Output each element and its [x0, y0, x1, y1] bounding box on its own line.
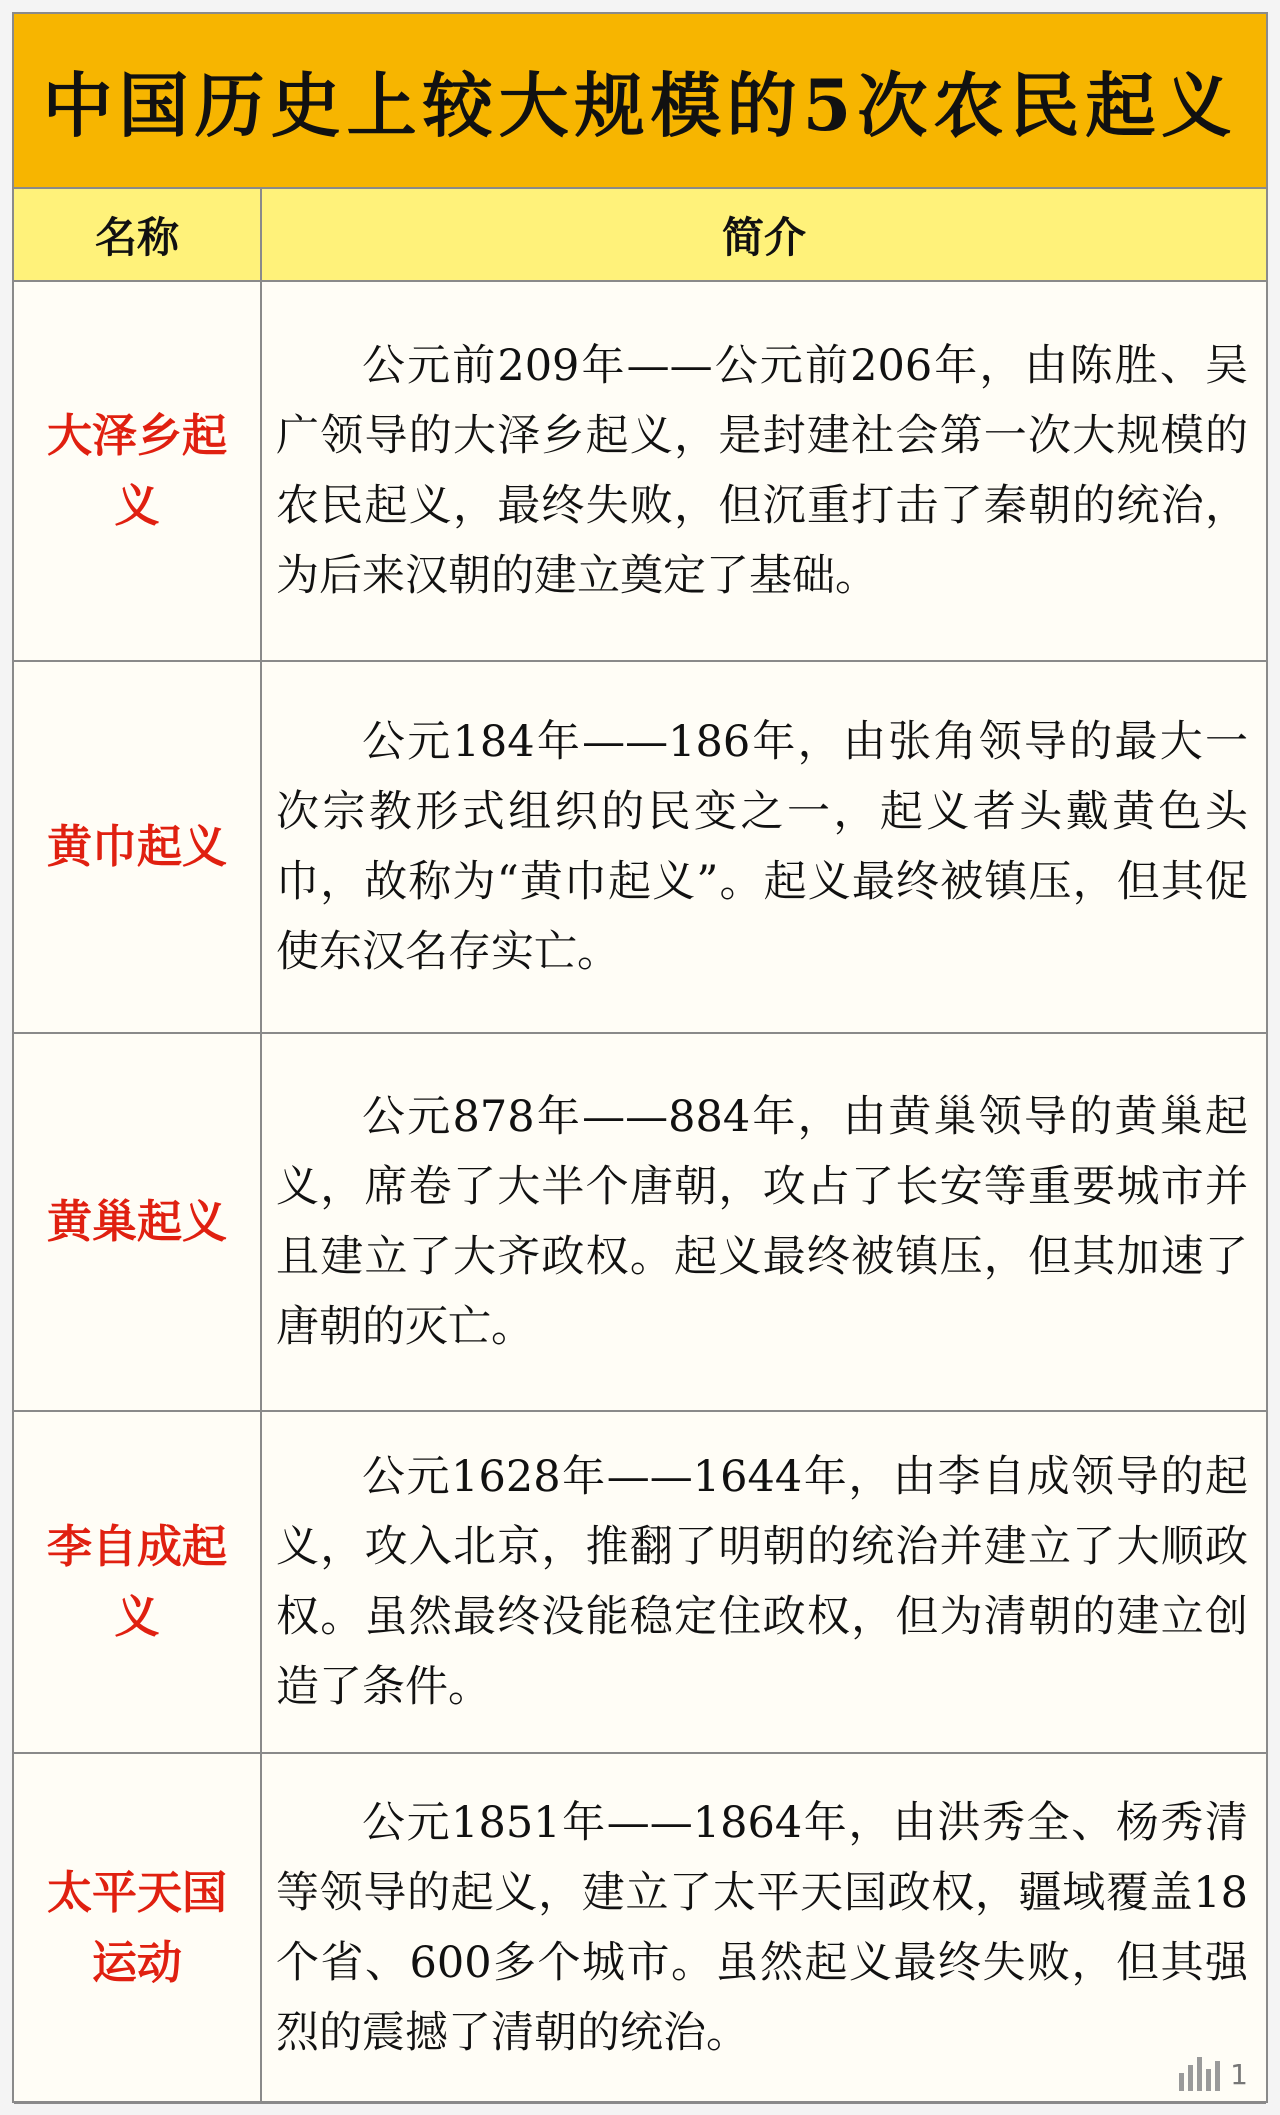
uprising-description: 公元184年——186年，由张角领导的最大一次宗教形式组织的民变之一，起义者头戴黄色头巾，故称为“黄巾起义”。起义最终被镇压，但其促使东汉名存实亡。: [261, 661, 1266, 1033]
table-header-row: [14, 189, 1266, 281]
uprising-name: 李自成起义: [14, 1411, 261, 1753]
table-row: [14, 1753, 1266, 2103]
uprisings-table: [14, 189, 1266, 2104]
document-page: [12, 12, 1268, 2103]
table-row: [14, 281, 1266, 661]
uprising-name: 大泽乡起义: [14, 281, 261, 661]
bar-chart-icon: [1206, 2069, 1211, 2091]
watermark: [1179, 2057, 1248, 2091]
header-intro: 简介: [261, 189, 1266, 281]
uprising-description: 公元1628年——1644年，由李自成领导的起义，攻入北京，推翻了明朝的统治并建立了大顺政权。虽然最终没能稳定住政权，但为清朝的建立创造了条件。: [261, 1411, 1266, 1753]
table-row: [14, 661, 1266, 1033]
table-row: [14, 1411, 1266, 1753]
page-title: 中国历史上较大规模的5次农民起义: [42, 64, 1238, 147]
bar-chart-icon: [1215, 2061, 1220, 2091]
bar-chart-icon: [1197, 2057, 1202, 2091]
uprising-description: 公元1851年——1864年，由洪秀全、杨秀清等领导的起义，建立了太平天国政权，疆域覆盖18个省、600多个城市。虽然起义最终失败，但其强烈的震撼了清朝的统治。: [261, 1753, 1266, 2103]
header-name: 名称: [14, 189, 261, 281]
uprising-name: 太平天国运动: [14, 1753, 261, 2103]
bar-chart-icon: [1188, 2065, 1193, 2091]
bar-chart-icon: [1179, 2073, 1184, 2091]
uprising-description: 公元前209年——公元前206年，由陈胜、吴广领导的大泽乡起义，是封建社会第一次大规模的农民起义，最终失败，但沉重打击了秦朝的统治，为后来汉朝的建立奠定了基础。: [261, 281, 1266, 661]
uprising-name: 黄巢起义: [14, 1033, 261, 1411]
uprising-description: 公元878年——884年，由黄巢领导的黄巢起义，席卷了大半个唐朝，攻占了长安等重要城市并且建立了大齐政权。起义最终被镇压，但其加速了唐朝的灭亡。: [261, 1033, 1266, 1411]
watermark-text: 1: [1230, 2058, 1248, 2091]
title-banner: [14, 14, 1266, 189]
uprising-name: 黄巾起义: [14, 661, 261, 1033]
table-row: [14, 1033, 1266, 1411]
